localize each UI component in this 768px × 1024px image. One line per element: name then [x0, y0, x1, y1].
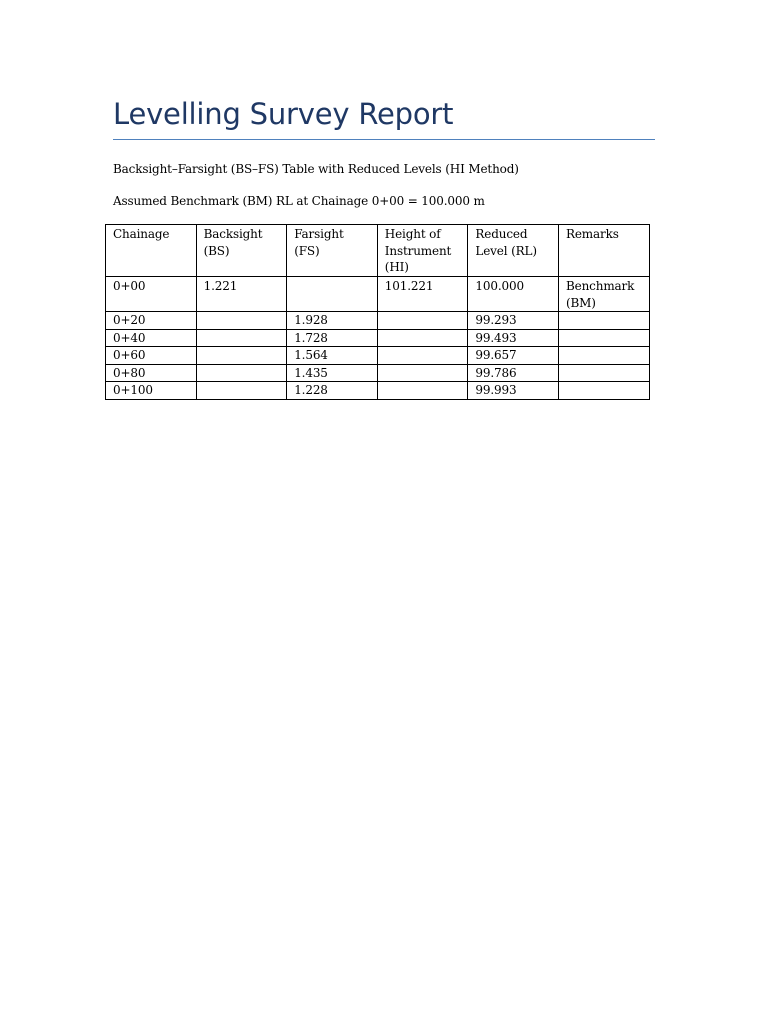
cell-height-of-instrument [377, 347, 468, 365]
benchmark-note: Assumed Benchmark (BM) RL at Chainage 0+00 = 100.000 m [113, 194, 485, 208]
cell-backsight [196, 364, 287, 382]
table-row [106, 382, 650, 400]
cell-reduced-level: 99.293 [468, 312, 559, 330]
cell-remarks [558, 382, 649, 400]
cell-reduced-level: 99.657 [468, 347, 559, 365]
cell-chainage: 0+20 [106, 312, 197, 330]
cell-height-of-instrument [377, 312, 468, 330]
cell-height-of-instrument [377, 329, 468, 347]
table-row [106, 347, 650, 365]
header-backsight: Backsight (BS) [196, 225, 287, 277]
table-row [106, 364, 650, 382]
cell-height-of-instrument: 101.221 [377, 277, 468, 312]
header-remarks: Remarks [558, 225, 649, 277]
document-subtitle: Backsight–Farsight (BS–FS) Table with Reduced Levels (HI Method) [113, 162, 519, 176]
header-reduced-level: Reduced Level (RL) [468, 225, 559, 277]
table-header-row [106, 225, 650, 277]
cell-height-of-instrument [377, 364, 468, 382]
cell-remarks: Benchmark (BM) [558, 277, 649, 312]
cell-reduced-level: 99.993 [468, 382, 559, 400]
cell-chainage: 0+40 [106, 329, 197, 347]
header-height-of-instrument: Height of Instrument (HI) [377, 225, 468, 277]
cell-chainage: 0+60 [106, 347, 197, 365]
cell-reduced-level: 99.786 [468, 364, 559, 382]
cell-farsight [287, 277, 378, 312]
cell-backsight: 1.221 [196, 277, 287, 312]
cell-farsight: 1.564 [287, 347, 378, 365]
cell-farsight: 1.228 [287, 382, 378, 400]
cell-backsight [196, 382, 287, 400]
document-title: Levelling Survey Report [113, 97, 454, 131]
cell-remarks [558, 312, 649, 330]
cell-reduced-level: 99.493 [468, 329, 559, 347]
table-row [106, 277, 650, 312]
cell-chainage: 0+100 [106, 382, 197, 400]
levelling-table [105, 224, 650, 400]
cell-farsight: 1.435 [287, 364, 378, 382]
header-farsight: Farsight (FS) [287, 225, 378, 277]
cell-remarks [558, 347, 649, 365]
header-chainage: Chainage [106, 225, 197, 277]
cell-chainage: 0+00 [106, 277, 197, 312]
cell-reduced-level: 100.000 [468, 277, 559, 312]
cell-backsight [196, 312, 287, 330]
cell-remarks [558, 329, 649, 347]
cell-backsight [196, 329, 287, 347]
table-row [106, 329, 650, 347]
cell-farsight: 1.728 [287, 329, 378, 347]
cell-backsight [196, 347, 287, 365]
cell-chainage: 0+80 [106, 364, 197, 382]
cell-remarks [558, 364, 649, 382]
title-underline [113, 139, 655, 140]
table-row [106, 312, 650, 330]
cell-height-of-instrument [377, 382, 468, 400]
cell-farsight: 1.928 [287, 312, 378, 330]
